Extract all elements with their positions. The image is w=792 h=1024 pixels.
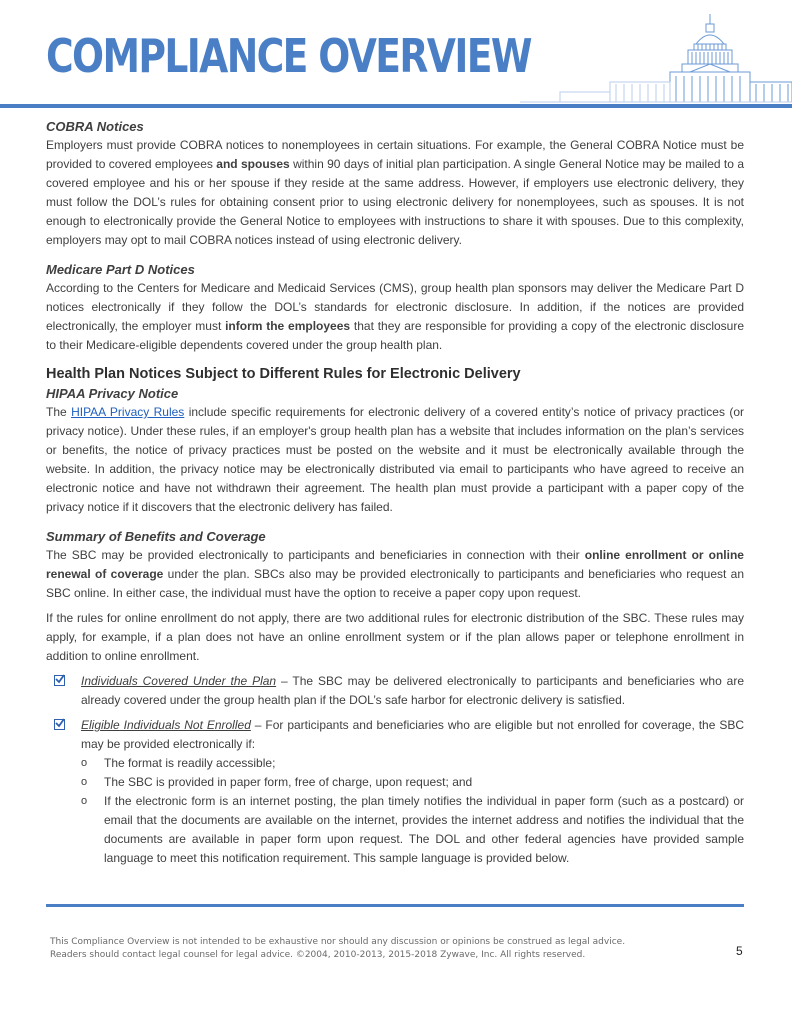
page-number: 5: [736, 944, 743, 958]
footer-disclaimer: This Compliance Overview is not intended to be exhaustive nor should any discussion or opinions be construed as legal advice. Readers should contact legal counsel for legal advice. ©2004, 2010-2013, 2015-2018 Zywave, Inc. All rights reserved.: [50, 937, 626, 960]
health-plan-section-heading: Health Plan Notices Subject to Different Rules for Electronic Delivery: [46, 366, 521, 382]
capitol-building-icon: [520, 8, 792, 108]
hipaa-heading: HIPAA Privacy Notice: [46, 386, 179, 401]
circle-bullet-icon: o: [81, 776, 88, 788]
checklist-item-not-enrolled: Eligible Individuals Not Enrolled – For participants and beneficiaries who are eligible but not enrolled for coverage, the SBC may be provided electronically if:: [46, 716, 744, 754]
circle-bullet-icon: o: [81, 757, 88, 769]
page-title: COMPLIANCE OVERVIEW: [46, 29, 531, 83]
sbc-conditions-list: [46, 754, 744, 868]
header-divider: [0, 104, 792, 108]
sbc-heading: Summary of Benefits and Coverage: [46, 529, 266, 544]
hipaa-privacy-rules-link[interactable]: HIPAA Privacy Rules: [71, 405, 185, 419]
list-item: o The format is readily accessible;: [46, 754, 744, 773]
medicare-paragraph: According to the Centers for Medicare and Medicaid Services (CMS), group health plan sponsors may deliver the Medicare Part D notices electronically if they follow the DOL’s standards for electronic disclosure. In addition, if the notices are provided electronically, the employer must inform the employees that they are responsible for providing a copy of the electronic disclosure to their Medicare-eligible dependents covered under the group health plan.: [46, 281, 744, 352]
hipaa-paragraph: The HIPAA Privacy Rules include specific requirements for electronic delivery of a covered entity’s notice of privacy practices (or privacy notice). Under these rules, if an employer's group health plan has a website that includes information on the plan’s services or benefits, the notice of privacy practices must be posted on the website and it must be electronically available through the website. In addition, the privacy notice may be electronically distributed via email to participants who have agreed to receive an electronic notice and have not withdrawn their agreement. The health plan must provide a participant with a paper copy of the privacy notice if it discovers that the electronic delivery has failed.: [46, 405, 744, 514]
checkbox-checked-icon: [54, 675, 65, 686]
list-item: o The SBC is provided in paper form, free of charge, upon request; and: [46, 773, 744, 792]
page-header: [0, 0, 792, 110]
footer-divider: [46, 904, 744, 907]
medicare-heading: Medicare Part D Notices: [46, 262, 195, 277]
sbc-paragraph-1: The SBC may be provided electronically to participants and beneficiaries in connection with their online enrollment or online renewal of coverage under the plan. SBCs also may be provided electronically to participants and beneficiaries who request an SBC online. In either case, the individual must have the option to receive a paper copy upon request.: [46, 548, 744, 600]
list-item: o If the electronic form is an internet posting, the plan timely notifies the individual in paper form (such as a postcard) or email that the documents are available on the internet, provides the internet address and notifies the individual that the documents are available in paper form upon request. The DOL and other federal agencies have provided sample language to meet this notification requirement. This sample language is provided below.: [81, 794, 744, 865]
sbc-paragraph-2: If the rules for online enrollment do not apply, there are two additional rules for electronic distribution of the SBC. These rules may apply, for example, if a plan does not have an online enrollment system or if the plan allows paper or telephone enrollment in addition to online enrollment.: [46, 611, 744, 663]
checklist-item-covered: Individuals Covered Under the Plan – The SBC may be delivered electronically to participants and beneficiaries who are already covered under the group health plan if the DOL’s safe harbor for electronic delivery is satisfied.: [46, 672, 744, 710]
cobra-paragraph: Employers must provide COBRA notices to nonemployees in certain situations. For example, the General COBRA Notice must be provided to covered employees and spouses within 90 days of initial plan participation. A single General Notice may be mailed to a covered employee and his or her spouse if they reside at the same address. However, if employers use electronic delivery, they must follow the DOL’s rules for obtaining consent prior to using electronic delivery for nonemployees, such as spouses. It is not enough to electronically provide the General Notice to employees with instructions to share it with spouses. Due to this complexity, employers may opt to mail COBRA notices instead of using electronic delivery.: [46, 138, 744, 247]
circle-bullet-icon: o: [81, 795, 88, 807]
checkbox-checked-icon: [54, 719, 65, 730]
cobra-heading: COBRA Notices: [46, 119, 144, 134]
document-body: [46, 117, 744, 868]
